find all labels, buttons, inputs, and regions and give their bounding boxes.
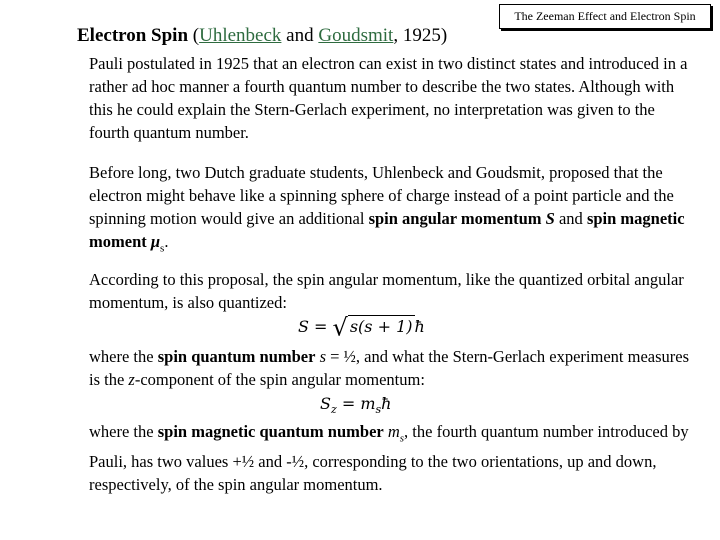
quantization-paragraph: According to this proposal, the spin angular momentum, like the quantized orbital angular momentum, is also quantized: bbox=[89, 270, 684, 312]
uhlenbeck-link[interactable]: Uhlenbeck bbox=[199, 25, 282, 46]
p2-and: and bbox=[554, 209, 587, 228]
heading-title: Electron Spin bbox=[77, 25, 189, 46]
heading-and: and bbox=[281, 25, 319, 46]
eq2-m: m bbox=[360, 394, 376, 413]
p5-m: m bbox=[387, 422, 400, 441]
spin-quantum-number-paragraph bbox=[89, 345, 689, 391]
proposal-paragraph bbox=[89, 161, 689, 260]
p5-s: s bbox=[399, 432, 405, 445]
p4-text2: = ½, and what the Stern-Gerlach experiment measures is the bbox=[89, 347, 690, 389]
heading-close: , 1925) bbox=[393, 25, 448, 46]
eq1-lhs: S = bbox=[298, 317, 333, 336]
p5-spin-magnetic-quantum-number: spin magnetic quantum number bbox=[157, 422, 384, 441]
spin-magnitude-equation bbox=[298, 315, 425, 343]
p2-end: . bbox=[164, 232, 169, 251]
eq2-s: s bbox=[375, 403, 382, 417]
p4-z: z bbox=[128, 370, 135, 389]
spin-z-component-equation bbox=[320, 394, 391, 416]
slide-title-badge: The Zeeman Effect and Electron Spin bbox=[499, 4, 711, 29]
section-heading bbox=[77, 25, 447, 47]
eq1-hbar: ħ bbox=[414, 317, 425, 336]
p2-symbol-mu: μ bbox=[150, 232, 161, 251]
p4-spin-quantum-number: spin quantum number bbox=[157, 347, 316, 366]
eq2-hbar: ħ bbox=[381, 394, 392, 413]
goudsmit-link[interactable]: Goudsmit bbox=[318, 25, 394, 46]
magnetic-quantum-number-paragraph bbox=[89, 420, 689, 496]
p2-symbol-S: S bbox=[545, 209, 555, 228]
p4-text1: where the bbox=[89, 347, 158, 366]
pauli-paragraph: Pauli postulated in 1925 that an electron can exist in two distinct states and introduced in a rather ad hoc manner a fourth quantum number to describe the two states. Although with this he could explain the Stern-Gerlach experiment, no interpretation was given to the fourth quantum number. bbox=[89, 54, 688, 142]
eq2-z: z bbox=[330, 403, 337, 417]
eq2-eq: = bbox=[336, 394, 361, 413]
p2-spin-angular-momentum: spin angular momentum bbox=[368, 209, 542, 228]
p4-text3: -component of the spin angular momentum: bbox=[134, 370, 425, 389]
heading-open: ( bbox=[188, 25, 200, 46]
p2-mu-subscript: s bbox=[160, 242, 165, 255]
p4-symbol-s: s bbox=[319, 347, 326, 366]
eq1-radicand: s(s + 1) bbox=[349, 317, 413, 336]
p5-text1: where the bbox=[89, 422, 158, 441]
p2-spin-magnetic-moment: spin magnetic moment bbox=[89, 209, 685, 251]
p2-text1: Before long, two Dutch graduate students, Uhlenbeck and Goudsmit, proposed that the electron might behave like a spinning sphere of charge instead of a point particle and the spinning motion would give an additional bbox=[89, 163, 674, 228]
p5-text2: , the fourth quantum number introduced by Pauli, has two values +½ and -½, corresponding to the two orientations, up and down, respectively, of the spin angular momentum. bbox=[89, 422, 689, 495]
sqrt-sign: √ bbox=[332, 313, 348, 342]
eq2-S: S bbox=[320, 394, 331, 413]
